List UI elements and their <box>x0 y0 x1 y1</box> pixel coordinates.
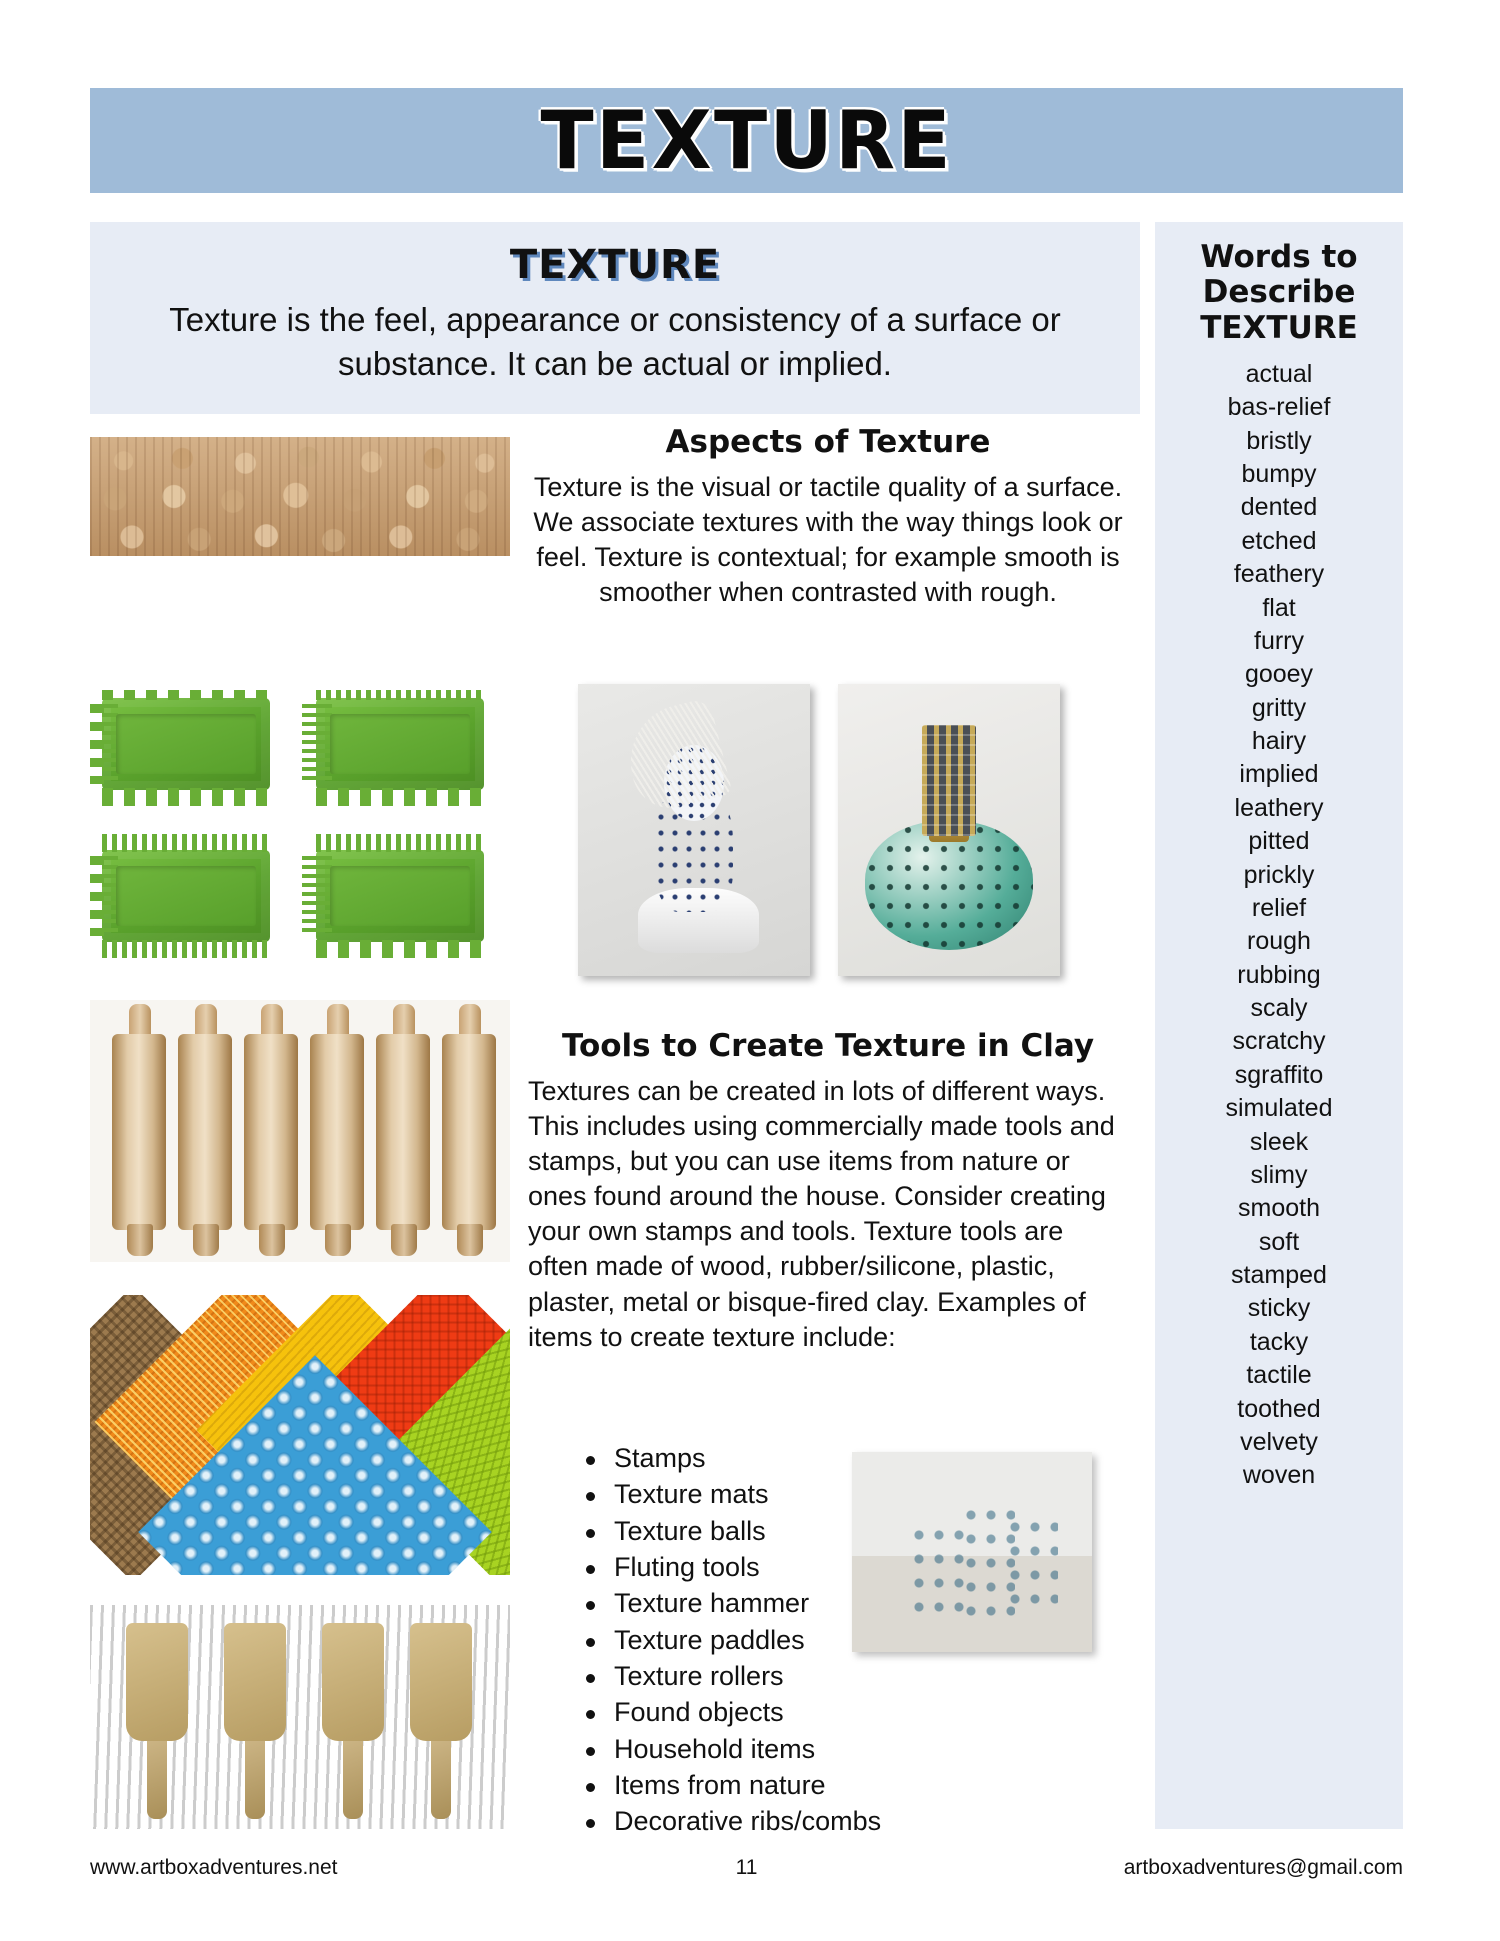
pin-pattern <box>442 1034 496 1230</box>
texture-comb <box>316 850 484 942</box>
comb-teeth-top <box>316 834 484 852</box>
word-item: dented <box>1240 493 1318 522</box>
word-item: sticky <box>1247 1294 1311 1323</box>
image-wooden-stamps <box>90 437 510 556</box>
aspects-heading: Aspects of Texture <box>665 424 991 460</box>
image-ceramic-shakers <box>852 1452 1092 1652</box>
tools-section <box>528 1028 1128 1355</box>
tools-bullet-item: Fluting tools <box>568 1549 988 1585</box>
comb-teeth-bottom <box>316 788 484 806</box>
word-item: rubbing <box>1237 960 1321 989</box>
tools-bullet-item: Texture mats <box>568 1476 988 1512</box>
texture-paddle <box>410 1623 472 1819</box>
image-texture-paddles <box>90 1605 510 1829</box>
comb-teeth-right <box>102 856 118 936</box>
vessel-tower <box>922 725 975 836</box>
word-item: tactile <box>1246 1361 1312 1390</box>
word-item: leathery <box>1234 793 1324 822</box>
image-green-texture-combs <box>90 690 510 970</box>
page-footer <box>90 1856 1403 1880</box>
pin-pattern <box>112 1034 166 1230</box>
definition-title: TEXTURE <box>509 242 721 288</box>
comb-teeth-right <box>316 704 332 784</box>
tools-bullet-item: Texture paddles <box>568 1622 988 1658</box>
texture-comb <box>102 698 270 790</box>
pin-pattern <box>178 1034 232 1230</box>
word-item: hairy <box>1251 727 1307 756</box>
texture-paddle <box>126 1623 188 1819</box>
paddle-head <box>126 1623 188 1741</box>
paddle-head <box>410 1623 472 1741</box>
pin-pattern <box>244 1034 298 1230</box>
word-item: sleek <box>1249 1127 1309 1156</box>
image-ceramic-vessel <box>838 684 1060 976</box>
definition-panel <box>90 222 1140 414</box>
pin-pattern <box>310 1034 364 1230</box>
word-item: etched <box>1241 526 1317 555</box>
paddle-grip <box>245 1741 265 1819</box>
page-header-banner <box>90 88 1403 193</box>
stamps-photo-grain <box>90 437 510 556</box>
word-item: sgraffito <box>1234 1060 1324 1089</box>
paddle-head <box>224 1623 286 1741</box>
tools-heading: Tools to Create Texture in Clay <box>561 1028 1095 1064</box>
word-item: smooth <box>1238 1194 1320 1223</box>
pin-foot <box>457 1224 483 1256</box>
image-texture-mats <box>90 1295 510 1575</box>
paddle-grip <box>343 1741 363 1819</box>
pin-foot <box>391 1224 417 1256</box>
rolling-pin <box>244 1034 298 1230</box>
comb-teeth-top <box>102 690 270 700</box>
pin-foot <box>259 1224 285 1256</box>
comb-teeth-bottom <box>102 788 270 806</box>
tools-bullet-item: Decorative ribs/combs <box>568 1803 988 1839</box>
tools-bullet-item: Texture hammer <box>568 1585 988 1621</box>
word-item: pitted <box>1248 827 1310 856</box>
footer-page-number: 11 <box>735 1856 758 1879</box>
page-title: TEXTURE <box>540 93 953 188</box>
word-item: bumpy <box>1241 460 1317 489</box>
word-item: scaly <box>1250 994 1308 1023</box>
word-item: toothed <box>1237 1394 1321 1423</box>
paddle-grip <box>147 1741 167 1819</box>
word-item: rough <box>1247 927 1311 956</box>
tools-bullet-item: Stamps <box>568 1440 988 1476</box>
word-item: gritty <box>1251 693 1307 722</box>
word-item: actual <box>1245 359 1313 388</box>
comb-teeth-bottom <box>102 940 270 958</box>
paddle-grip <box>431 1741 451 1819</box>
rolling-pin <box>376 1034 430 1230</box>
pin-pattern <box>376 1034 430 1230</box>
word-item: furry <box>1254 626 1304 655</box>
aspects-section <box>528 424 1128 610</box>
paddle-head <box>322 1623 384 1741</box>
rolling-pin <box>178 1034 232 1230</box>
aspects-text: Texture is the visual or tactile quality of a surface. We associate textures with the way things look or feel. Texture is contextual; for example smooth is smoother when contrasted with rough. <box>533 472 1123 608</box>
rolling-pin <box>442 1034 496 1230</box>
ceramic-shaker <box>1006 1516 1059 1616</box>
word-item: woven <box>1242 1461 1316 1490</box>
word-item: tacky <box>1249 1327 1309 1356</box>
word-item: feathery <box>1233 560 1325 589</box>
word-item: soft <box>1258 1227 1300 1256</box>
texture-paddle <box>224 1623 286 1819</box>
words-list <box>1161 358 1397 1493</box>
comb-teeth-right <box>102 704 118 784</box>
word-item: flat <box>1262 593 1296 622</box>
footer-website: www.artboxadventures.net <box>90 1856 338 1879</box>
word-item: stamped <box>1231 1261 1327 1290</box>
image-ceramic-sculpture <box>578 684 810 976</box>
rolling-pin <box>310 1034 364 1230</box>
tools-text: Textures can be created in lots of different ways. This includes using commercially made tools and stamps, but you can use items from nature or ones found around the house. Consider creating your own stamps and tools. Texture tools are often made of wood, rubber/silicone, plastic, plaster, metal or bisque-fired clay. Examples of items to create texture include: <box>528 1076 1115 1352</box>
ceramic-shaker <box>910 1524 968 1616</box>
words-panel-title: Words to Describe TEXTURE <box>1200 239 1358 346</box>
word-item: bas-relief <box>1227 393 1331 422</box>
tools-bullet-item: Found objects <box>568 1694 988 1730</box>
words-to-describe-panel <box>1155 222 1403 1829</box>
pin-foot <box>127 1224 153 1256</box>
word-item: bristly <box>1246 426 1312 455</box>
word-item: implied <box>1239 760 1319 789</box>
image-rolling-pins <box>90 1000 510 1262</box>
word-item: prickly <box>1243 860 1315 889</box>
texture-comb <box>102 850 270 942</box>
word-item: slimy <box>1250 1160 1308 1189</box>
pin-foot <box>325 1224 351 1256</box>
word-item: velvety <box>1240 1427 1318 1456</box>
pin-foot <box>193 1224 219 1256</box>
comb-teeth-bottom <box>316 940 484 958</box>
comb-teeth-top <box>102 834 270 852</box>
word-item: relief <box>1251 893 1307 922</box>
footer-email: artboxadventures@gmail.com <box>1123 1856 1403 1879</box>
word-item: simulated <box>1225 1094 1333 1123</box>
word-item: scratchy <box>1232 1027 1326 1056</box>
comb-teeth-right <box>316 856 332 936</box>
texture-paddle <box>322 1623 384 1819</box>
texture-comb <box>316 698 484 790</box>
tools-bullet-item: Texture rollers <box>568 1658 988 1694</box>
tools-bullet-item: Texture balls <box>568 1513 988 1549</box>
word-item: gooey <box>1244 660 1314 689</box>
definition-text: Texture is the feel, appearance or consistency of a surface or substance. It can be actual or implied. <box>169 301 1061 382</box>
tools-bullet-item: Items from nature <box>568 1767 988 1803</box>
tools-bullet-item: Household items <box>568 1731 988 1767</box>
rolling-pin <box>112 1034 166 1230</box>
comb-teeth-top <box>316 690 484 700</box>
